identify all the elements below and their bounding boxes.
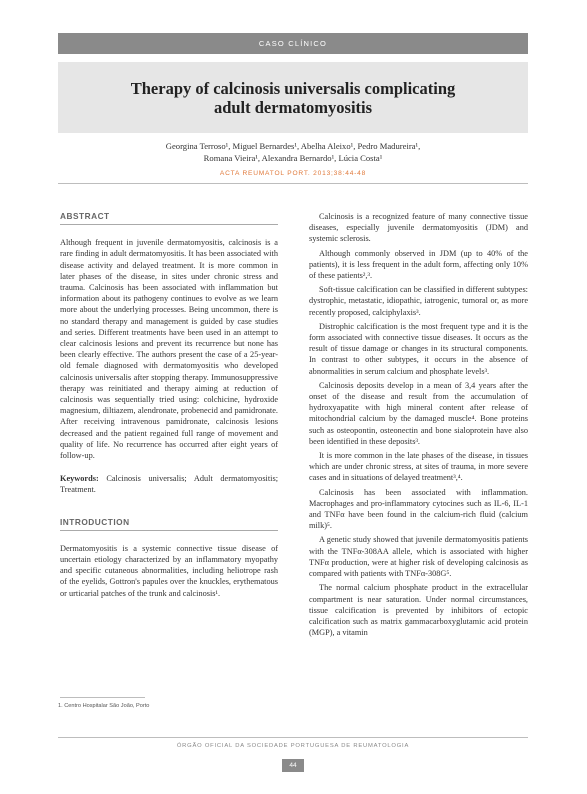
paragraph: Distrophic calcification is the most frequent type and it is the form associated with connective tissue diseases. It occurs as the result of tissue damage or changes in its structural components. In contrast to other subtypes, it occurs in the absence of abnormalities in serum calcium and phosphate levels³. xyxy=(309,321,528,376)
authors-line-1: Georgina Terroso¹, Miguel Bernardes¹, Abelha Aleixo¹, Pedro Madureira¹, xyxy=(165,141,421,151)
paragraph: Calcinosis has been associated with inflammation. Macrophages and pro-inflammatory cytocines such as IL-6, IL-1 and TNFα have been found in the calcium-rich fluid (calcium milk)⁵. xyxy=(309,487,528,531)
paragraph: Calcinosis is a recognized feature of many connective tissue diseases, especially juvenile dermatomyositis (JDM) and systemic sclerosis. xyxy=(309,212,528,244)
abstract-heading: ABSTRACT xyxy=(60,211,278,225)
footer-text: ÓRGÃO OFICIAL DA SOCIEDADE PORTUGUESA DE REUMATOLOGIA xyxy=(176,743,410,749)
paragraph: A genetic study showed that juvenile dermatomyositis patients with the TNFα-308AA allele, which is associated with higher TNFα production, were at higher risk of developing calcinosis as compared with patients with TNFα-308G⁵. xyxy=(309,535,528,579)
right-column xyxy=(309,211,528,641)
footnote: 1. Centro Hospitalar São João, Porto xyxy=(58,703,150,709)
paragraph: Calcinosis deposits develop in a mean of 3,4 years after the onset of the disease and result from the accumulation of hydroxyapatite with high mineral content after release of mitochondrial calcium by the damaged muscle⁴. Bone proteins such as osteopontin, osteonectin and bone sialoprotein have also been identified in these deposits³. xyxy=(309,380,528,446)
page-number: 44 xyxy=(282,759,304,772)
keywords-text: Calcinosis universalis; Adult dermatomyositis; Treatment. xyxy=(60,474,278,495)
introduction-heading: INTRODUCTION xyxy=(60,517,278,531)
article-title xyxy=(58,79,528,117)
keywords xyxy=(60,473,278,495)
left-column xyxy=(60,211,278,602)
footnote-rule xyxy=(60,697,145,698)
paragraph: The normal calcium phosphate product in the extracellular compartment is near saturation. Under normal circumstances, tissue calcification is prevented by inhibitors of ectopic calcification such as matrix gammacarboxyglutamic acid protein (MGP), a vitamin xyxy=(309,583,528,638)
title-line-1: Therapy of calcinosis universalis complicating xyxy=(130,79,456,98)
authors xyxy=(100,141,486,164)
paragraph: Although commonly observed in JDM (up to 40% of the patients), it is less frequent in the adult form, affecting only 10% of these patients²,³. xyxy=(309,248,528,281)
keywords-label: Keywords: xyxy=(60,474,99,484)
authors-line-2: Romana Vieira¹, Alexandra Bernardo¹, Lúcia Costa¹ xyxy=(203,152,383,163)
section-banner: CASO CLÍNICO xyxy=(58,33,528,54)
introduction-text: Dermatomyositis is a systemic connective tissue disease of uncertain etiology characterized by an inflammatory myopathy and specific cutaneous abnormalities, including heliotrope rash of the eyelids, Gottron's papules over the knuckles, erythematous or urticarial patches of the trunk and calcinosis¹. xyxy=(60,543,278,598)
paragraph: It is more common in the late phases of the disease, in tissues which are under chronic stress, at sites of trauma, in more severe cases and in situations of delayed treatment³,⁴. xyxy=(309,451,528,483)
header-divider xyxy=(58,183,528,184)
journal-reference: ACTA REUMATOL PORT. 2013;38:44-48 xyxy=(219,170,367,177)
abstract-text: Although frequent in juvenile dermatomyositis, calcinosis is a rare finding in adult dermatomyositis. It has been associated with disease activity and delayed treatment. It is more common in later phases of the disease, in sites under chronic stress and trauma. Calcinosis has been associated with inflammation but information about its pathogeny continues to evolve as we learn more about the underlying processes. Being uncommon, there is no standard therapy and management is guided by case studies and series. Different treatments have been used in an attempt to clear calcinosis lesions and prevent its recurrence but none has been clearly effective. The authors present the case of a 25-year-old female diagnosed with dermatomyositis who developed calcinosis universalis after stopping therapy. Immunosuppressive therapy was reinitiated and therapy aiming at reduction of calcinosis was sequentially tried using: colchicine, hydroxide magnesium, diltiazem, alendronate, probenecid and pamidronate. After receiving intravenous pamidronate, calcinosis lesions decreased and the patient regained full range of movement and quality of life. No recurrence has occurred after eight years of follow-up. xyxy=(60,238,278,461)
title-line-2: adult dermatomyositis xyxy=(213,98,373,117)
footer-divider xyxy=(58,737,528,738)
paragraph: Soft-tissue calcification can be classified in different subtypes: dystrophic, metastatic, idiopathic, iatrogenic, tumoral or, as more recently proposed, calciphylaxis³. xyxy=(309,285,528,317)
